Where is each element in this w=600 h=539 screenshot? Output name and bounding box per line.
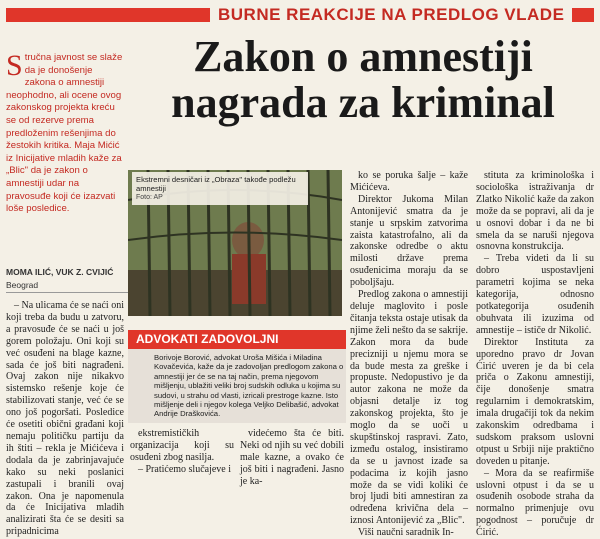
drop-cap: S — [6, 49, 23, 82]
headline-line-1: Zakon o amnestiji — [193, 32, 533, 81]
headline-line-2: nagrada za kriminal — [171, 78, 555, 127]
intro-text: tručna javnost se slaže da je donošenje zakona o amnestiji neophodno, ali ocene ovog zakonskog projekta kreću se od rezerve prema predloženim rešenjima do žestokih kritika. Maja Mićić iz Inicijative mladih kaže za „Blic" da je zakon o amnestiji udar na pravosuđe koji će izazvati loše posledice. — [6, 52, 123, 215]
article-photo — [128, 170, 342, 316]
sidebar-box — [128, 349, 346, 423]
photo-credit: Foto: AP — [136, 194, 163, 201]
photo-caption-box — [132, 172, 308, 205]
sidebar-text: Borivoje Borović, advokat Uroša Mišića i Miladina Kovačevića, kaže da je zadovoljan predlogom zakona o amnestiji jer će se na taj način, prema njegovom mišljenju, ublažiti veliki broj sudskih odluka u kojima su sudovi, u strahu od vlasti, izricali prestroge kazne. Isto mišljenje deli i njegov kolega Veljko Delibašić, advokat Andrije Draškovića. — [154, 353, 344, 419]
intro-paragraph — [6, 49, 126, 216]
byline-divider — [6, 292, 128, 293]
column-5: stituta za kriminološka i sociološka istraživanja dr Zlatko Nikolić kaže da zakon može da se popravi, ali da je u osnovi dobar i da ne bi smela da se naruši njegova osnovna konstrukcija. – Treba videti da li su dobro uspostavljeni parametri kojima se neka kategorija, odnosno potkategorija osuđenih obuhvata ili izuzima od amnestije – ističe dr Nikolić. Direktor Instituta za uporedno pravo dr Jovan Ćirić uveren je da bi cela priča o Zakonu amnestiji, čije donošenje smatra regularnim i demokratskim, imala drugačiji tok da nekim zakonskim odredbama i sudskom praksom uslovni otpust u Srbiji nije praktično doveden u pitanje. – Mora da se reafirmiše uslovni otpust i da se u osuđenih osobode straha da normalno primenjuje ovu pogodnost – poručuje dr Ćirić. — [476, 170, 594, 539]
column-1: – Na ulicama će se naći oni koji treba da budu u zatvoru, a pravosuđe će se naći u još gorem položaju. Oni koji su već osuđeni na blage kazne, sada će još biti nagrađeni. Ovaj zakon nije nikakvo sistemsko rešenje koje će stabilizovati stanje, već će se ono još pogoršati. Posledice će osetiti obični građani koji nemaju političku partiju da ih štiti – rekla je Mićićeva i dodala da je zabrinjavajuće kako su neki poslanici zastupali i branili ovaj zakon. Ona je napomenula da će Inicijativa mladih analizirati šta će se desiti sa pripadnicima — [6, 300, 124, 538]
sidebar-title: ADVOKATI ZADOVOLJNI — [128, 330, 346, 349]
headline — [128, 34, 598, 126]
byline-authors: MOMA ILIĆ, VUK Z. CVIJIĆ — [6, 267, 114, 277]
column-4: ko se poruka šalje – kaže Mićićeva. Direktor Jukoma Milan Antonijević smatra da je stanje u srpskim zatvorima zaista katastrofalno, ali da zakonske odredbe o aktu milosti države prema osuđenicima moraju da se poboljšaju. Predlog zakona o amnestiji deluje maglovito i posle čitanja teksta ostaje utisak da njime želi nešto da se sakrije. Zakon mora da bude precizniji u njemu mora se da bude mesta za greške i propuste. Nedopustivo je da autor zakona ne može da objasni detalje iz tog zakonskog projekta, što je moglo da se uoči u skupštinskoj raspravi. Zato, između ostalog, insistiramo da se u javnost izađe sa podacima iz kojih jasno može da se vidi koliki će broj ljudi biti amnestiran za određena krivična dela – iznosi Antonijević za „Blic". Viši naučni saradnik In- — [350, 170, 468, 539]
column-3: videćemo šta će biti. Neki od njih su već dobili male kazne, a ovako će još biti i nagrađeni. Jasno je ka- — [240, 428, 344, 487]
photo-caption: Ekstremni desničari iz „Obraza" takođe podležu amnestiji — [136, 175, 296, 193]
kicker: BURNE REAKCIJE NA PREDLOG VLADE — [210, 3, 572, 27]
column-2: ekstremističkih organizacija koji su osuđeni zbog nasilja. – Pratićemo slučajeve i — [130, 428, 234, 475]
byline-city: Beograd — [6, 280, 39, 290]
